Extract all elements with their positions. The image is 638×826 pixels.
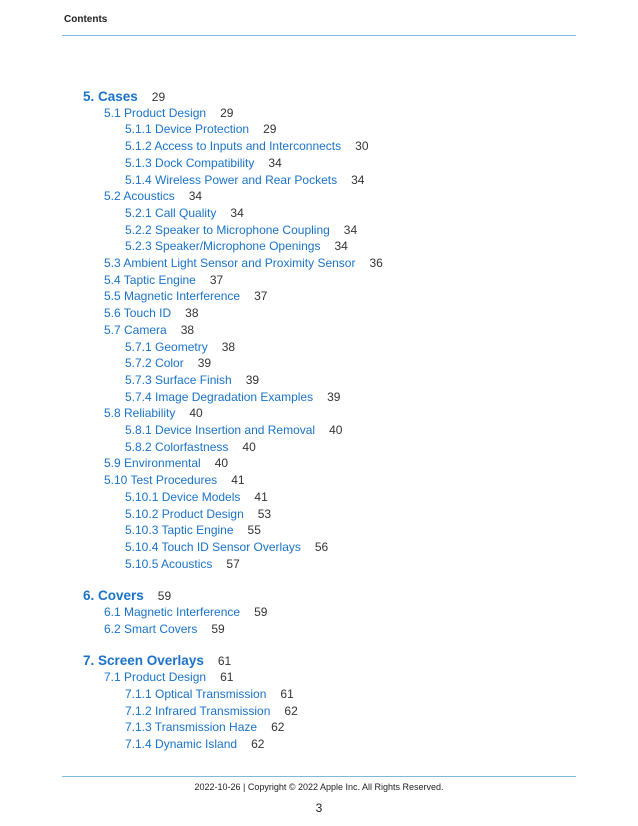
toc-subsection-entry[interactable] <box>125 389 340 406</box>
footer-copyright: 2022-10-26 | Copyright © 2022 Apple Inc. All Rights Reserved. <box>194 782 444 792</box>
toc-subsection-entry[interactable] <box>125 719 284 736</box>
header-divider <box>62 35 576 36</box>
toc-entry-title[interactable]: 5.10.4 Touch ID Sensor Overlays <box>125 539 301 554</box>
toc-section-entry[interactable] <box>104 288 267 305</box>
toc-entry-title[interactable]: 5.5 Magnetic Interference <box>104 289 241 304</box>
toc-subsection-entry[interactable] <box>125 172 364 189</box>
toc-subsection-entry[interactable] <box>125 138 369 155</box>
toc-subsection-entry[interactable] <box>125 539 328 556</box>
toc-section-entry[interactable] <box>104 455 228 472</box>
toc-section-entry[interactable] <box>104 322 194 339</box>
toc-entry-page: 61 <box>280 686 294 701</box>
toc-subsection-entry[interactable] <box>125 205 244 222</box>
toc-subsection-entry[interactable] <box>125 238 348 255</box>
toc-entry-page: 61 <box>220 670 234 685</box>
toc-section-entry[interactable] <box>104 669 233 686</box>
toc-entry-title[interactable]: 7.1.2 Infrared Transmission <box>125 703 271 718</box>
toc-entry-title[interactable]: 6.2 Smart Covers <box>104 621 198 636</box>
toc-entry-title[interactable]: 7.1.1 Optical Transmission <box>125 686 267 701</box>
toc-entry-title[interactable]: 6.1 Magnetic Interference <box>104 605 241 619</box>
toc-subsection-entry[interactable] <box>125 556 240 573</box>
page-number: 3 <box>315 801 323 815</box>
footer-divider <box>62 776 576 777</box>
toc-entry-page: 55 <box>247 523 261 538</box>
toc-entry-title[interactable]: 5.2.3 Speaker/Microphone Openings <box>125 239 321 254</box>
toc-entry-page: 29 <box>263 122 277 137</box>
toc-entry-title[interactable]: 7.1.4 Dynamic Island <box>125 736 238 751</box>
toc-entry-title[interactable]: 5.1.2 Access to Inputs and Interconnects <box>125 139 342 154</box>
toc-section-entry[interactable] <box>104 305 199 322</box>
toc-entry-page: 38 <box>221 339 236 354</box>
toc-entry-title[interactable]: 5.9 Environmental <box>104 456 201 471</box>
toc-entry-page: 38 <box>185 306 199 321</box>
toc-subsection-entry[interactable] <box>125 736 264 753</box>
toc-entry-page: 37 <box>254 289 268 304</box>
toc-entry-title[interactable]: 6. Covers <box>83 588 144 604</box>
toc-section-entry[interactable] <box>104 188 202 205</box>
toc-entry-title[interactable]: 5.7.3 Surface Finish <box>125 372 232 387</box>
toc-entry-title[interactable]: 5.8.1 Device Insertion and Removal <box>125 423 316 437</box>
toc-entry-page: 61 <box>217 654 232 669</box>
toc-entry-title[interactable]: 7.1.3 Transmission Haze <box>125 720 258 735</box>
toc-entry-title[interactable]: 5.2.2 Speaker to Microphone Coupling <box>125 222 330 237</box>
toc-entry-title[interactable]: 5.3 Ambient Light Sensor and Proximity Sensor <box>104 256 356 270</box>
running-header: Contents <box>64 14 108 25</box>
toc-entry-title[interactable]: 5.1.4 Wireless Power and Rear Pockets <box>125 172 338 187</box>
toc-subsection-entry[interactable] <box>125 121 276 138</box>
toc-subsection-entry[interactable] <box>125 355 211 372</box>
toc-entry-title[interactable]: 5.10.3 Taptic Engine <box>125 523 234 538</box>
toc-subsection-entry[interactable] <box>125 522 261 539</box>
toc-entry-title[interactable]: 5.10 Test Procedures <box>104 473 218 488</box>
toc-subsection-entry[interactable] <box>125 339 235 356</box>
toc-entry-page: 34 <box>230 205 244 220</box>
toc-entry-page: 39 <box>245 372 260 387</box>
toc-entry-page: 62 <box>284 703 298 718</box>
toc-entry-title[interactable]: 5.7 Camera <box>104 322 167 337</box>
toc-entry-page: 59 <box>211 621 225 636</box>
toc-entry-title[interactable]: 5.8 Reliability <box>104 406 176 421</box>
toc-entry-title[interactable]: 5.7.2 Color <box>125 356 184 371</box>
toc-section-entry[interactable] <box>104 272 223 289</box>
toc-entry-page: 57 <box>226 556 240 571</box>
toc-entry-title[interactable]: 5.10.2 Product Design <box>125 506 244 521</box>
toc-entry-title[interactable]: 5.10.5 Acoustics <box>125 556 213 571</box>
toc-entry-page: 40 <box>189 406 203 421</box>
toc-entry-page: 30 <box>355 139 369 154</box>
toc-entry-title[interactable]: 5.7.4 Image Degradation Examples <box>125 389 314 404</box>
toc-entry-page: 36 <box>369 256 383 270</box>
toc-entry-title[interactable]: 5.4 Taptic Engine <box>104 272 196 287</box>
toc-entry-title[interactable]: 7.1 Product Design <box>104 670 207 685</box>
toc-entry-page: 59 <box>157 589 172 604</box>
toc-entry-title[interactable]: 5.2 Acoustics <box>104 189 175 204</box>
toc-entry-page: 39 <box>327 389 341 404</box>
toc-entry-title[interactable]: 5.7.1 Geometry <box>125 339 208 354</box>
toc-entry-page: 34 <box>188 189 203 204</box>
toc-subsection-entry[interactable] <box>125 686 294 703</box>
toc-section-entry[interactable] <box>104 621 225 638</box>
toc-entry-page: 40 <box>329 423 343 437</box>
toc-entry-title[interactable]: 5.1.1 Device Protection <box>125 122 250 137</box>
toc-section-entry[interactable] <box>104 604 267 621</box>
toc-section-entry[interactable] <box>104 255 383 272</box>
toc-entry-page: 34 <box>351 172 365 187</box>
toc-entry-page: 29 <box>151 90 166 104</box>
toc-section-entry[interactable] <box>104 105 233 122</box>
toc-entry-page: 53 <box>257 506 272 521</box>
toc-entry-title[interactable]: 5.2.1 Call Quality <box>125 205 217 220</box>
toc-entry-page: 39 <box>197 356 212 371</box>
toc-entry-page: 38 <box>180 322 195 337</box>
toc-entry-title[interactable]: 5.1.3 Dock Compatibility <box>125 155 255 170</box>
toc-entry-page: 41 <box>231 473 245 488</box>
toc-entry-title[interactable]: 5.10.1 Device Models <box>125 489 241 504</box>
toc-entry-page: 34 <box>343 222 358 237</box>
toc-entry-page: 34 <box>268 155 282 170</box>
toc-section-entry[interactable] <box>104 405 203 422</box>
toc-entry-page: 62 <box>251 736 265 751</box>
toc-subsection-entry[interactable] <box>125 506 271 523</box>
toc-entry-page: 29 <box>220 105 234 120</box>
toc-entry-page: 62 <box>271 720 285 735</box>
toc-subsection-entry[interactable] <box>125 222 357 239</box>
toc-entry-title[interactable]: 5.6 Touch ID <box>104 306 172 321</box>
toc-entry-page: 59 <box>254 605 268 619</box>
toc-section-entry[interactable] <box>104 472 245 489</box>
toc-subsection-entry[interactable] <box>125 439 256 456</box>
toc-entry-page: 37 <box>209 272 224 287</box>
toc-subsection-entry[interactable] <box>125 155 282 172</box>
toc-entry-title[interactable]: 5.1 Product Design <box>104 105 207 120</box>
toc-entry-page: 41 <box>254 489 268 504</box>
toc-subsection-entry[interactable] <box>125 703 298 720</box>
toc-entry-page: 34 <box>334 239 348 254</box>
toc-subsection-entry[interactable] <box>125 372 259 389</box>
toc-entry-title[interactable]: 7. Screen Overlays <box>83 653 204 669</box>
toc-entry-title[interactable]: 5. Cases <box>83 89 138 104</box>
toc-entry-page: 40 <box>242 439 256 454</box>
toc-entry-page: 40 <box>214 456 229 471</box>
toc-subsection-entry[interactable] <box>125 489 268 506</box>
toc-subsection-entry[interactable] <box>125 422 342 439</box>
toc-entry-page: 56 <box>314 539 329 554</box>
toc-entry-title[interactable]: 5.8.2 Colorfastness <box>125 439 229 454</box>
